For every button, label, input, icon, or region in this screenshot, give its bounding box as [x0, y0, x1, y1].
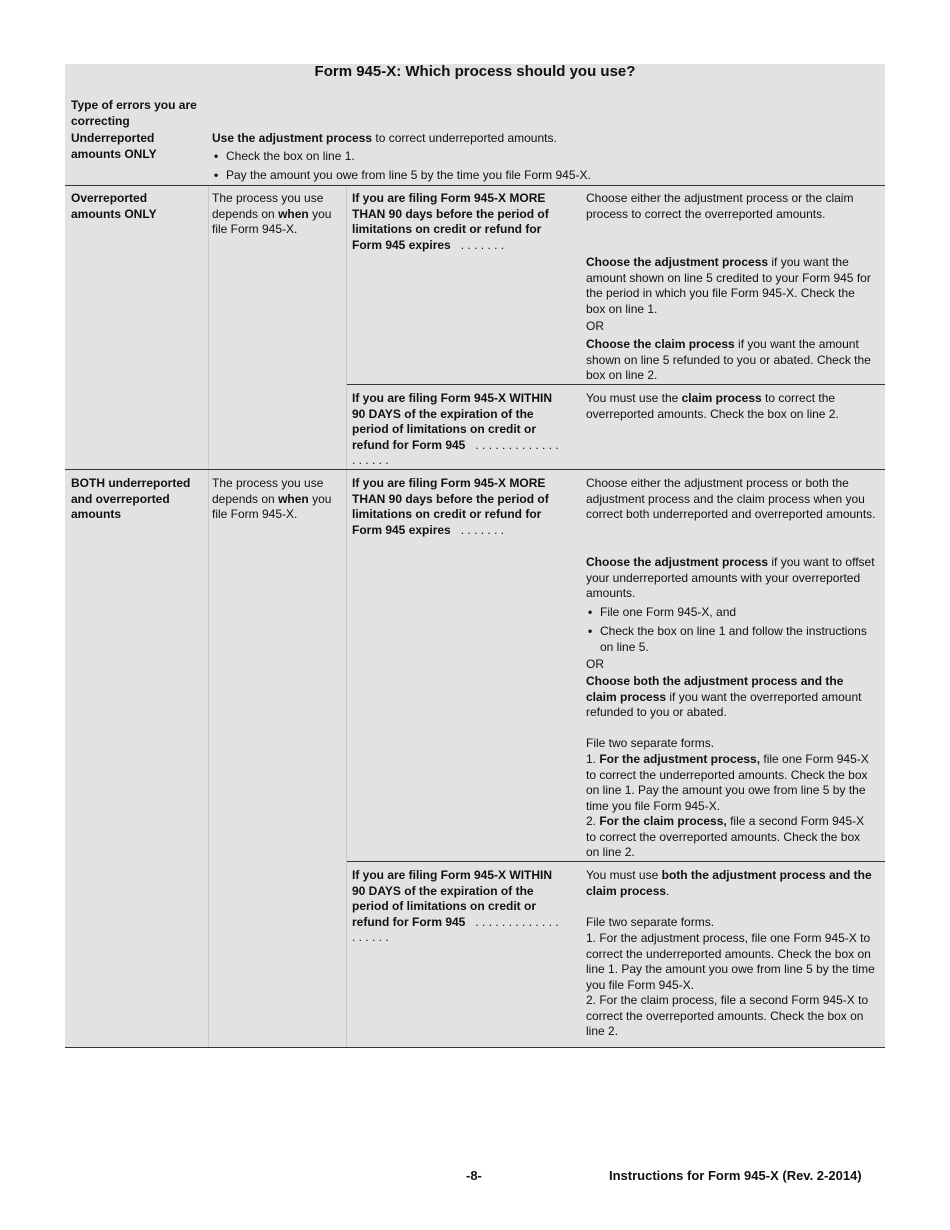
- overreported-condition-within-90-days: If you are filing Form 945-X WITHIN 90 DAYS of the expiration of the period of limitations on credit or refund for Form 945 . . . . . . . . . . . . . . . . . . .: [352, 391, 559, 468]
- overreported-condition-more-than-90-days: If you are filing Form 945-X MORE THAN 90 days before the period of limitations on credit or refund for Form 945 expires . . . . . . .: [352, 191, 549, 252]
- row-divider: [65, 469, 885, 470]
- column-divider: [346, 186, 347, 1047]
- overreported-result-claim-only: You must use the claim process to correct the overreported amounts. Check the box on line 2.: [586, 391, 839, 421]
- overreported-result-claim: Choose the claim process if you want the amount shown on line 5 refunded to you or abated. Check the box on line 2.: [586, 337, 871, 383]
- overreported-result-either: Choose either the adjustment process or the claim process to correct the overreported amounts.: [586, 191, 854, 221]
- both-result-step-1-2: 1. For the adjustment process, file one Form 945-X to correct the underreported amounts. Check the box on line 1. Pay the amount you owe from line 5 by the time you file Form 945-X.: [586, 931, 875, 992]
- column-header-error-type: Type of errors you are correcting: [71, 98, 197, 128]
- sub-row-divider: [347, 384, 885, 385]
- both-result-either: Choose either the adjustment process or both the adjustment process and the claim process when you correct both underreported and overreported amounts.: [586, 476, 876, 522]
- both-result-step-2: 2. For the claim process, file a second Form 945-X to correct the overreported amounts. Check the box on line 2.: [586, 814, 865, 860]
- both-result-or: OR: [586, 657, 604, 671]
- overreported-result-or: OR: [586, 319, 604, 333]
- both-result-two-forms: File two separate forms.: [586, 736, 715, 750]
- table-title: Form 945-X: Which process should you use?: [314, 63, 636, 80]
- column-divider: [208, 186, 209, 1047]
- both-timing-note: The process you use depends on when you file Form 945-X.: [212, 476, 332, 522]
- page-number: -8-: [466, 1168, 482, 1183]
- both-result-step-1: 1. For the adjustment process, file one Form 945-X to correct the underreported amounts. Check the box on line 1. Pay the amount you owe from line 5 by the time you file Form 945-X.: [586, 752, 869, 813]
- both-result-two-forms-2: File two separate forms.: [586, 915, 715, 929]
- both-condition-within-90-days: If you are filing Form 945-X WITHIN 90 DAYS of the expiration of the period of limitations on credit or refund for Form 945 . . . . . . . . . . . . . . . . . . .: [352, 868, 559, 945]
- process-table: [65, 64, 885, 1048]
- overreported-timing-note: The process you use depends on when you file Form 945-X.: [212, 191, 332, 237]
- overreported-result-adjustment: Choose the adjustment process if you want the amount shown on line 5 credited to your Form 945 for the period in which you file Form 945-X. Check the box on line 1.: [586, 255, 871, 316]
- both-result-step-2-2: 2. For the claim process, file a second Form 945-X to correct the overreported amounts. Check the box on line 2.: [586, 993, 869, 1039]
- both-result-bullet-2: • Check the box on line 1 and follow the instructions on line 5.: [600, 624, 876, 655]
- both-result-adjustment: Choose the adjustment process if you want to offset your underreported amounts with your overreported amounts.: [586, 555, 875, 601]
- both-result-must-use-both: You must use both the adjustment process and the claim process.: [586, 868, 872, 898]
- sub-row-divider: [347, 861, 885, 862]
- row-type-underreported: Underreported amounts ONLY: [71, 131, 157, 161]
- both-result-both-processes: Choose both the adjustment process and the claim process if you want the overreported amount refunded to you or abated.: [586, 674, 862, 720]
- row-divider: [65, 185, 885, 186]
- both-condition-more-than-90-days: If you are filing Form 945-X MORE THAN 90 days before the period of limitations on credit or refund for Form 945 expires . . . . . . .: [352, 476, 549, 537]
- both-result-bullet-1: • File one Form 945-X, and: [600, 605, 876, 621]
- document-title: Instructions for Form 945-X (Rev. 2-2014): [609, 1168, 862, 1183]
- row-type-overreported: Overreported amounts ONLY: [71, 191, 157, 221]
- underreported-instruction: Use the adjustment process to correct underreported amounts.: [212, 131, 557, 145]
- row-type-both: BOTH underreported and overreported amounts: [71, 476, 191, 522]
- underreported-bullet-1: • Check the box on line 1.: [226, 149, 826, 165]
- underreported-bullet-2: • Pay the amount you owe from line 5 by the time you file Form 945-X.: [226, 168, 846, 184]
